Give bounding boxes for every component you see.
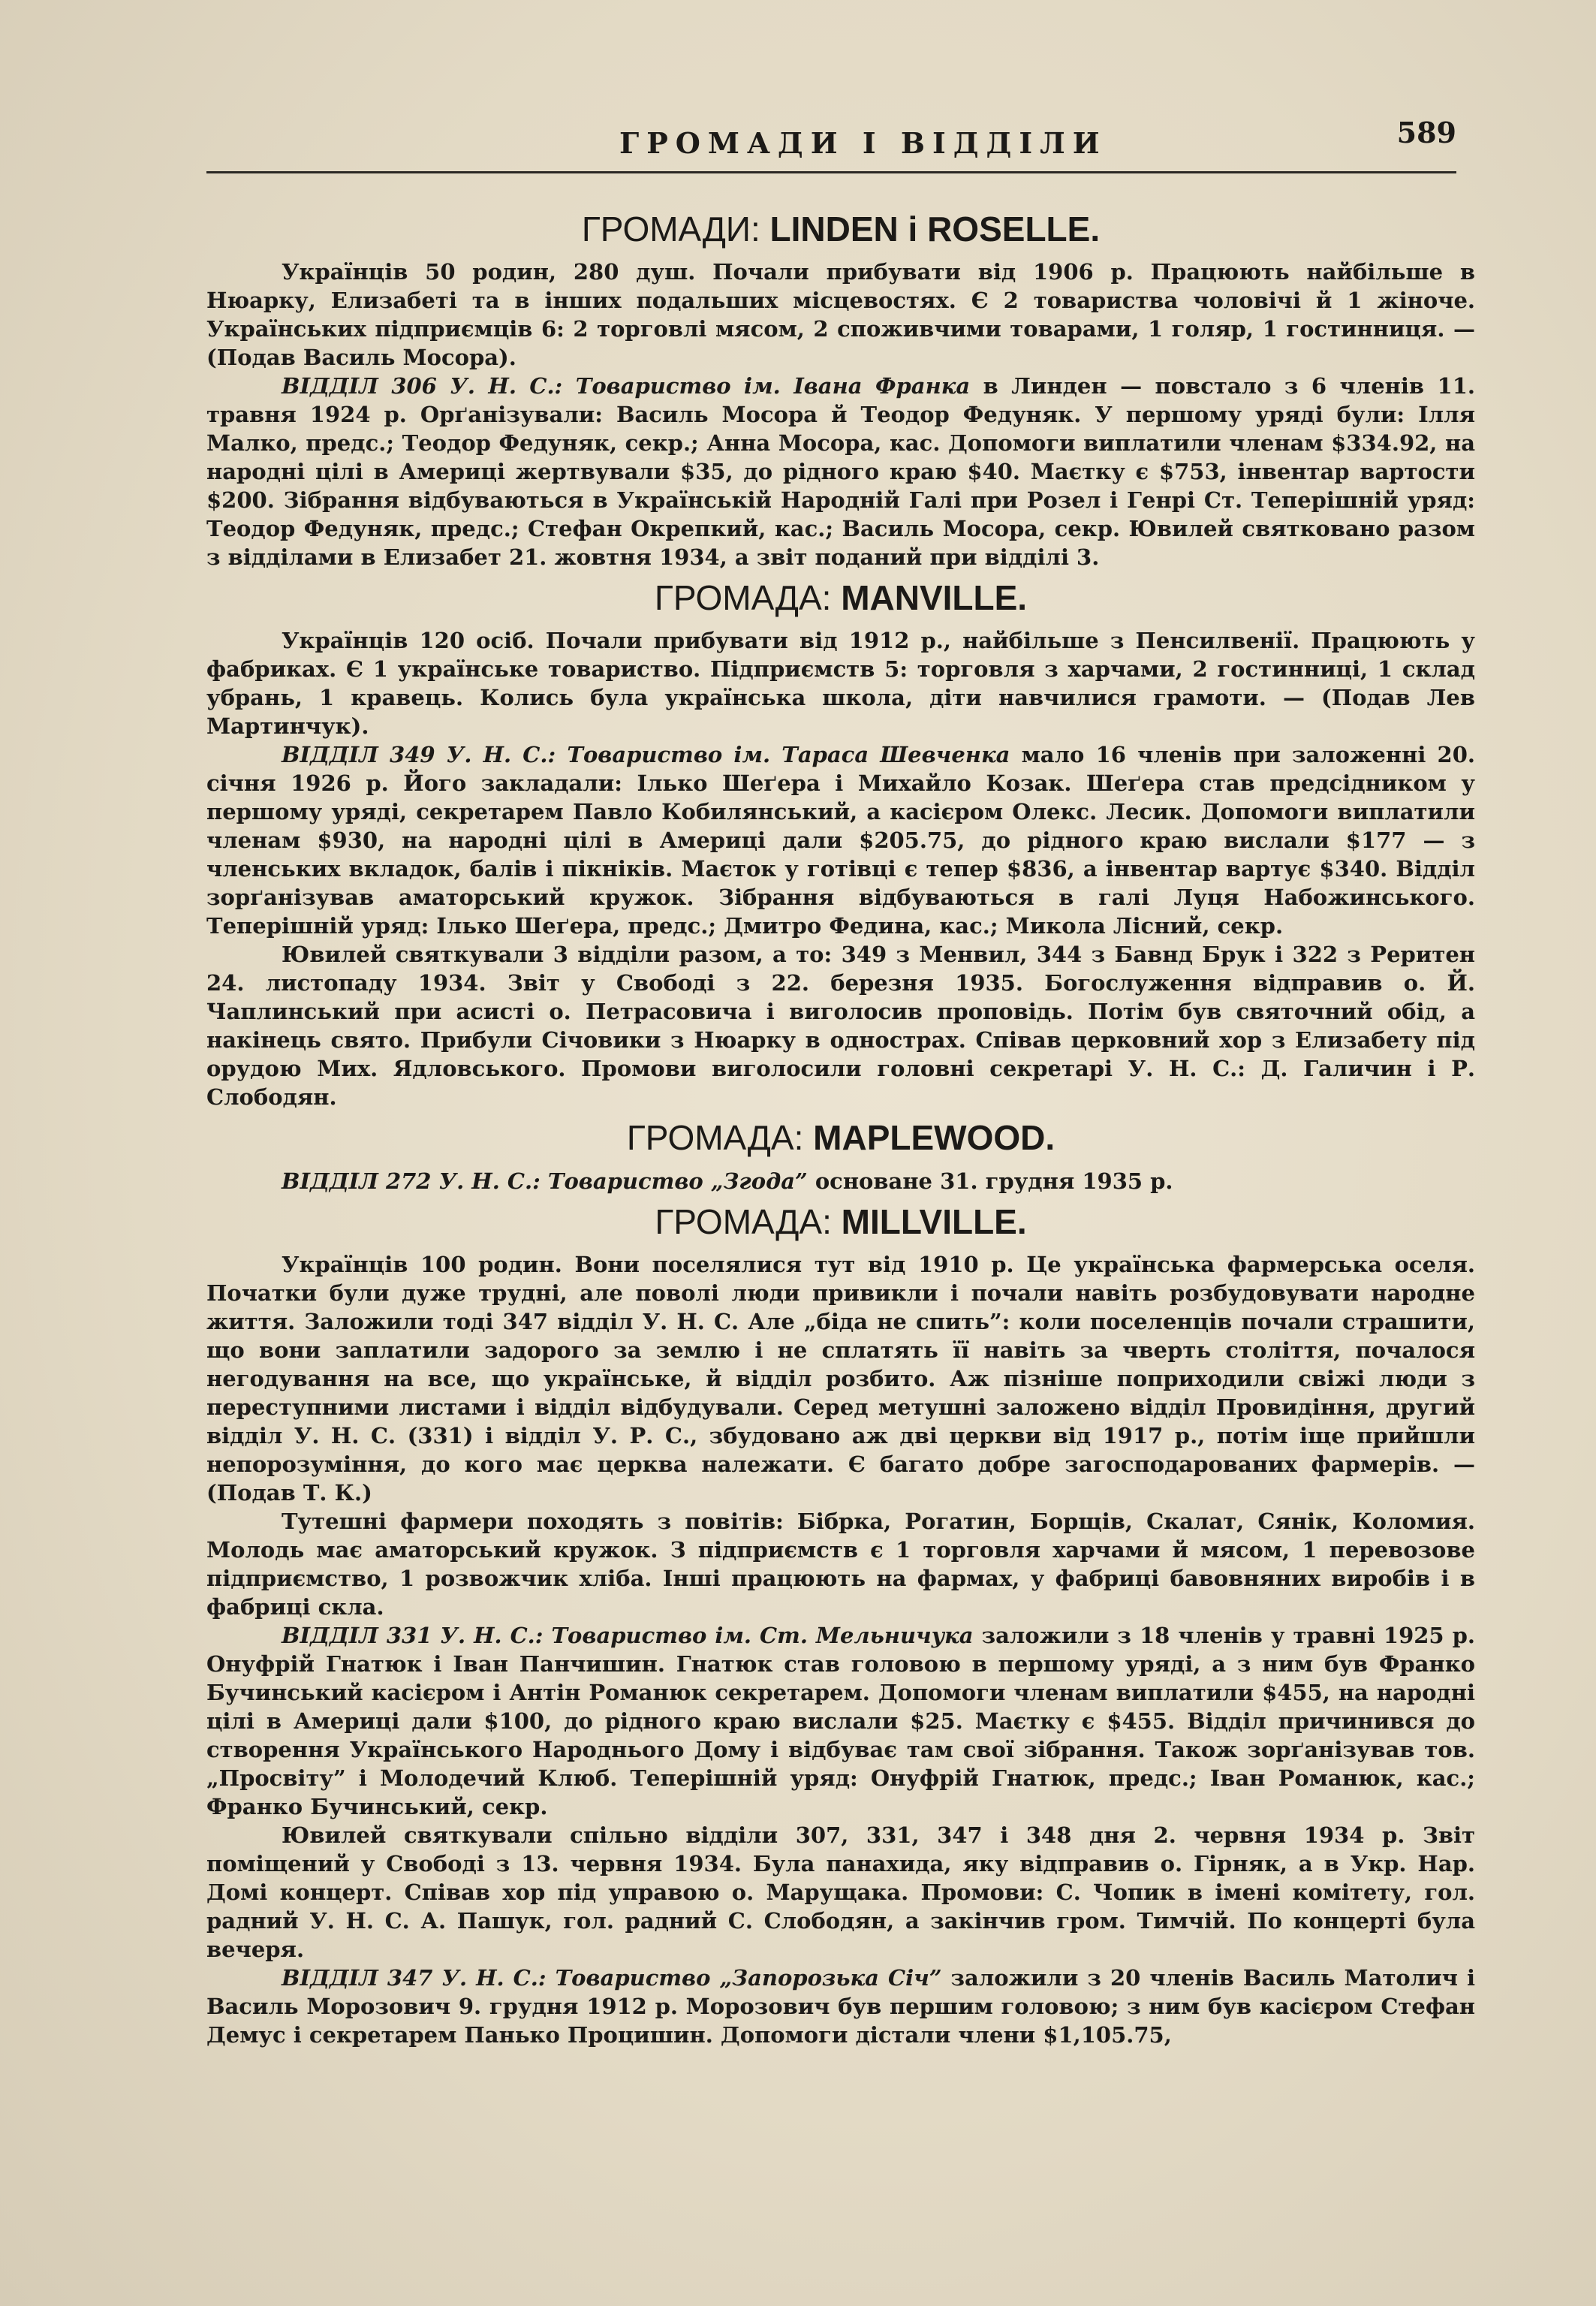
page-content xyxy=(206,203,1475,2049)
heading-prefix: ГРОМАДА: xyxy=(626,1118,814,1158)
branch-lead: ВІДДІЛ 349 У. Н. С.: Товариство ім. Тараса Шевченка xyxy=(282,742,1010,768)
section-heading-millville xyxy=(206,1201,1475,1243)
paragraph xyxy=(206,940,1475,1111)
heading-prefix: ГРОМАДА: xyxy=(654,578,842,618)
page-number: 589 xyxy=(1396,116,1456,149)
paragraph-text: мало 16 членів при заложенні 20. січня 1926 р. Його закладали: Ілько Шеґера і Михайло Козак. Шеґера став предсідником у першому уряді, секретарем Павло Кобилянський, а касієром Олекс. Лесик. Допомоги виплатили членам $930, на народні цілі в Америці дали $205.75, до рідного краю вислали $177 — з членських вкладок, балів і пікніків. Маєток у готівці є тепер $836, а інвентар вартує $340. Відділ зорґанізував аматорський кружок. Зібрання відбуваються в галі Луця Набожинського. Теперішній уряд: Ілько Шеґера, предс.; Дмитро Федина, кас.; Микола Лісний, секр. xyxy=(206,742,1475,939)
paragraph-text: Тутешні фармери походять з повітів: Бібрка, Рогатин, Борщів, Скалат, Сянік, Коломия. Молодь має аматорський кружок. З підприємств є 1 торговля харчами й мясом, 1 перевозове підприємство, 1 розвожчик хліба. Інші працюють на фармах, у фабриці бавовняних виробів і в фабриці скла. xyxy=(206,1508,1475,1620)
paragraph-text: в Линден — повстало з 6 членів 11. травня 1924 р. Орґанізували: Василь Мосора й Теодор Федуняк. У першому уряді були: Ілля Малко, предс.; Теодор Федуняк, секр.; Анна Мосора, кас. Допомоги виплатили членам $334.92, на народні цілі в Америці жертвували $35, до рідного краю $40. Маєтку є $753, інвентар вартости $200. Зібрання відбуваються в Українській Народній Галі при Розел і Генрі Ст. Теперішній уряд: Теодор Федуняк, предс.; Стефан Окрепкий, кас.; Василь Мосора, секр. Ювилей святковано разом з відділами в Елизабет 21. жовтня 1934, а звіт поданий при відділі 3. xyxy=(206,373,1475,571)
paragraph-text: Українців 100 родин. Вони поселялися тут від 1910 р. Це українська фармерська оселя. Початки були дуже трудні, але поволі люди привикли і почали навіть розбудовувати народне життя. Заложили тоді 347 відділ У. Н. С. Але „біда не спить”: коли поселенців почали страшити, що вони заплатили задорого за землю і не сплатять її навіть за чверть століття, почалося негодування на все, що українське, й відділ розбито. Аж пізніше поприходили свіжі люди з переступними листами і відділ відбудували. Серед метушні заложено відділ Провидіння, другий відділ У. Н. С. (331) і відділ У. Р. С., збудовано аж дві церкви від 1917 р., потім іще прийшли непорозуміння, до кого має церква належати. Є багато добре загосподарованих фармерів. — (Подав Т. К.) xyxy=(206,1251,1475,1506)
section-heading-linden xyxy=(206,209,1475,250)
section-heading-manville xyxy=(206,577,1475,619)
branch-lead: ВІДДІЛ 331 У. Н. С.: Товариство ім. Ст. Мельничука xyxy=(282,1622,974,1648)
paragraph xyxy=(206,626,1475,740)
paragraph xyxy=(206,372,1475,571)
paragraph xyxy=(206,1964,1475,2049)
section-heading-maplewood xyxy=(206,1117,1475,1159)
heading-place: LINDEN і ROSELLE. xyxy=(769,209,1101,249)
branch-lead: ВІДДІЛ 306 У. Н. С.: Товариство ім. Івана Франка xyxy=(282,373,971,399)
running-title: ГРОМАДИ І ВІДДІЛИ xyxy=(619,126,1107,160)
branch-lead: ВІДДІЛ 272 У. Н. С.: Товариство „Згода” xyxy=(282,1168,808,1194)
paragraph-text: основане 31. грудня 1935 р. xyxy=(807,1168,1173,1194)
running-header xyxy=(206,111,1456,173)
heading-place: MAPLEWOOD. xyxy=(813,1118,1055,1158)
paragraph xyxy=(206,258,1475,372)
paragraph-text: заложили з 18 членів у травні 1925 р. Онуфрій Гнатюк і Іван Панчишин. Гнатюк став головою в першому уряді, а з ним був Франко Бучинський касієром і Антін Романюк секретарем. Допомоги членам виплатили $455, на народні цілі в Америці дали $100, до рідного краю вислали $25. Маєтку є $455. Відділ причинився до створення Українського Народнього Дому і відбуває там свої зібрання. Також зорґанізував тов. „Просвіту” і Молодечий Клюб. Теперішній уряд: Онуфрій Гнатюк, предс.; Іван Романюк, кас.; Франко Бучинський, секр. xyxy=(206,1622,1475,1819)
paragraph-text: Ювилей святкували 3 відділи разом, а то: 349 з Менвил, 344 з Бавнд Брук і 322 з Реритен 24. листопаду 1934. Звіт у Свободі з 22. березня 1935. Богослуження відправив о. Й. Чаплинський при асисті о. Петрасовича і виголосив проповідь. Потім був святочний обід, а накінець свято. Прибули Січовики з Нюарку в однострах. Співав церковний хор з Елизабету під орудою Мих. Ядловського. Промови виголосили головні секретарі У. Н. С.: Д. Галичин і Р. Слободян. xyxy=(206,942,1475,1111)
heading-prefix: ГРОМАДИ: xyxy=(581,209,770,249)
paragraph xyxy=(206,1167,1475,1195)
heading-place: MILLVILLE. xyxy=(841,1201,1027,1241)
heading-place: MANVILLE. xyxy=(841,578,1028,618)
paragraph xyxy=(206,1821,1475,1964)
paragraph xyxy=(206,1250,1475,1507)
paragraph-text: заложили з 20 членів Василь Матолич і Василь Морозович 9. грудня 1912 р. Морозович був першим головою; з ним був касієром Стефан Демус і секретарем Панько Процишин. Допомоги дістали члени $1,105.75, xyxy=(206,1964,1475,2048)
heading-prefix: ГРОМАДА: xyxy=(655,1201,842,1241)
paragraph-text: Українців 120 осіб. Почали прибувати від 1912 р., найбільше з Пенсилвенії. Працюють у фабриках. Є 1 українське товариство. Підприємств 5: торговля з харчами, 2 гостинниці, 1 склад убрань, 1 кравець. Колись була українська школа, діти навчилися грамоти. — (Подав Лев Мартинчук). xyxy=(206,628,1475,740)
paragraph xyxy=(206,1621,1475,1821)
paragraph xyxy=(206,1507,1475,1621)
paragraph-text: Українців 50 родин, 280 душ. Почали прибувати від 1906 р. Працюють найбільше в Нюарку, Елизабеті та в інших подальших місцевостях. Є 2 товариства чоловічі й 1 жіноче. Українських підприємців 6: 2 торговлі мясом, 2 споживчими товарами, 1 голяр, 1 гостинниця. — (Подав Василь Мосора). xyxy=(206,259,1475,371)
paragraph xyxy=(206,740,1475,940)
paragraph-text: Ювилей святкували спільно відділи 307, 331, 347 і 348 дня 2. червня 1934 р. Звіт поміщений у Свободі з 13. червня 1934. Була панахида, яку відправив о. Гірняк, а в Укр. Нар. Домі концерт. Співав хор під управою о. Марущака. Промови: С. Чопик в імені комітету, гол. радний У. Н. С. А. Пашук, гол. радний С. Слободян, а закінчив гром. Тимчій. По концерті була вечеря. xyxy=(206,1822,1475,1962)
branch-lead: ВІДДІЛ 347 У. Н. С.: Товариство „Запорозька Січ” xyxy=(282,1964,942,1991)
